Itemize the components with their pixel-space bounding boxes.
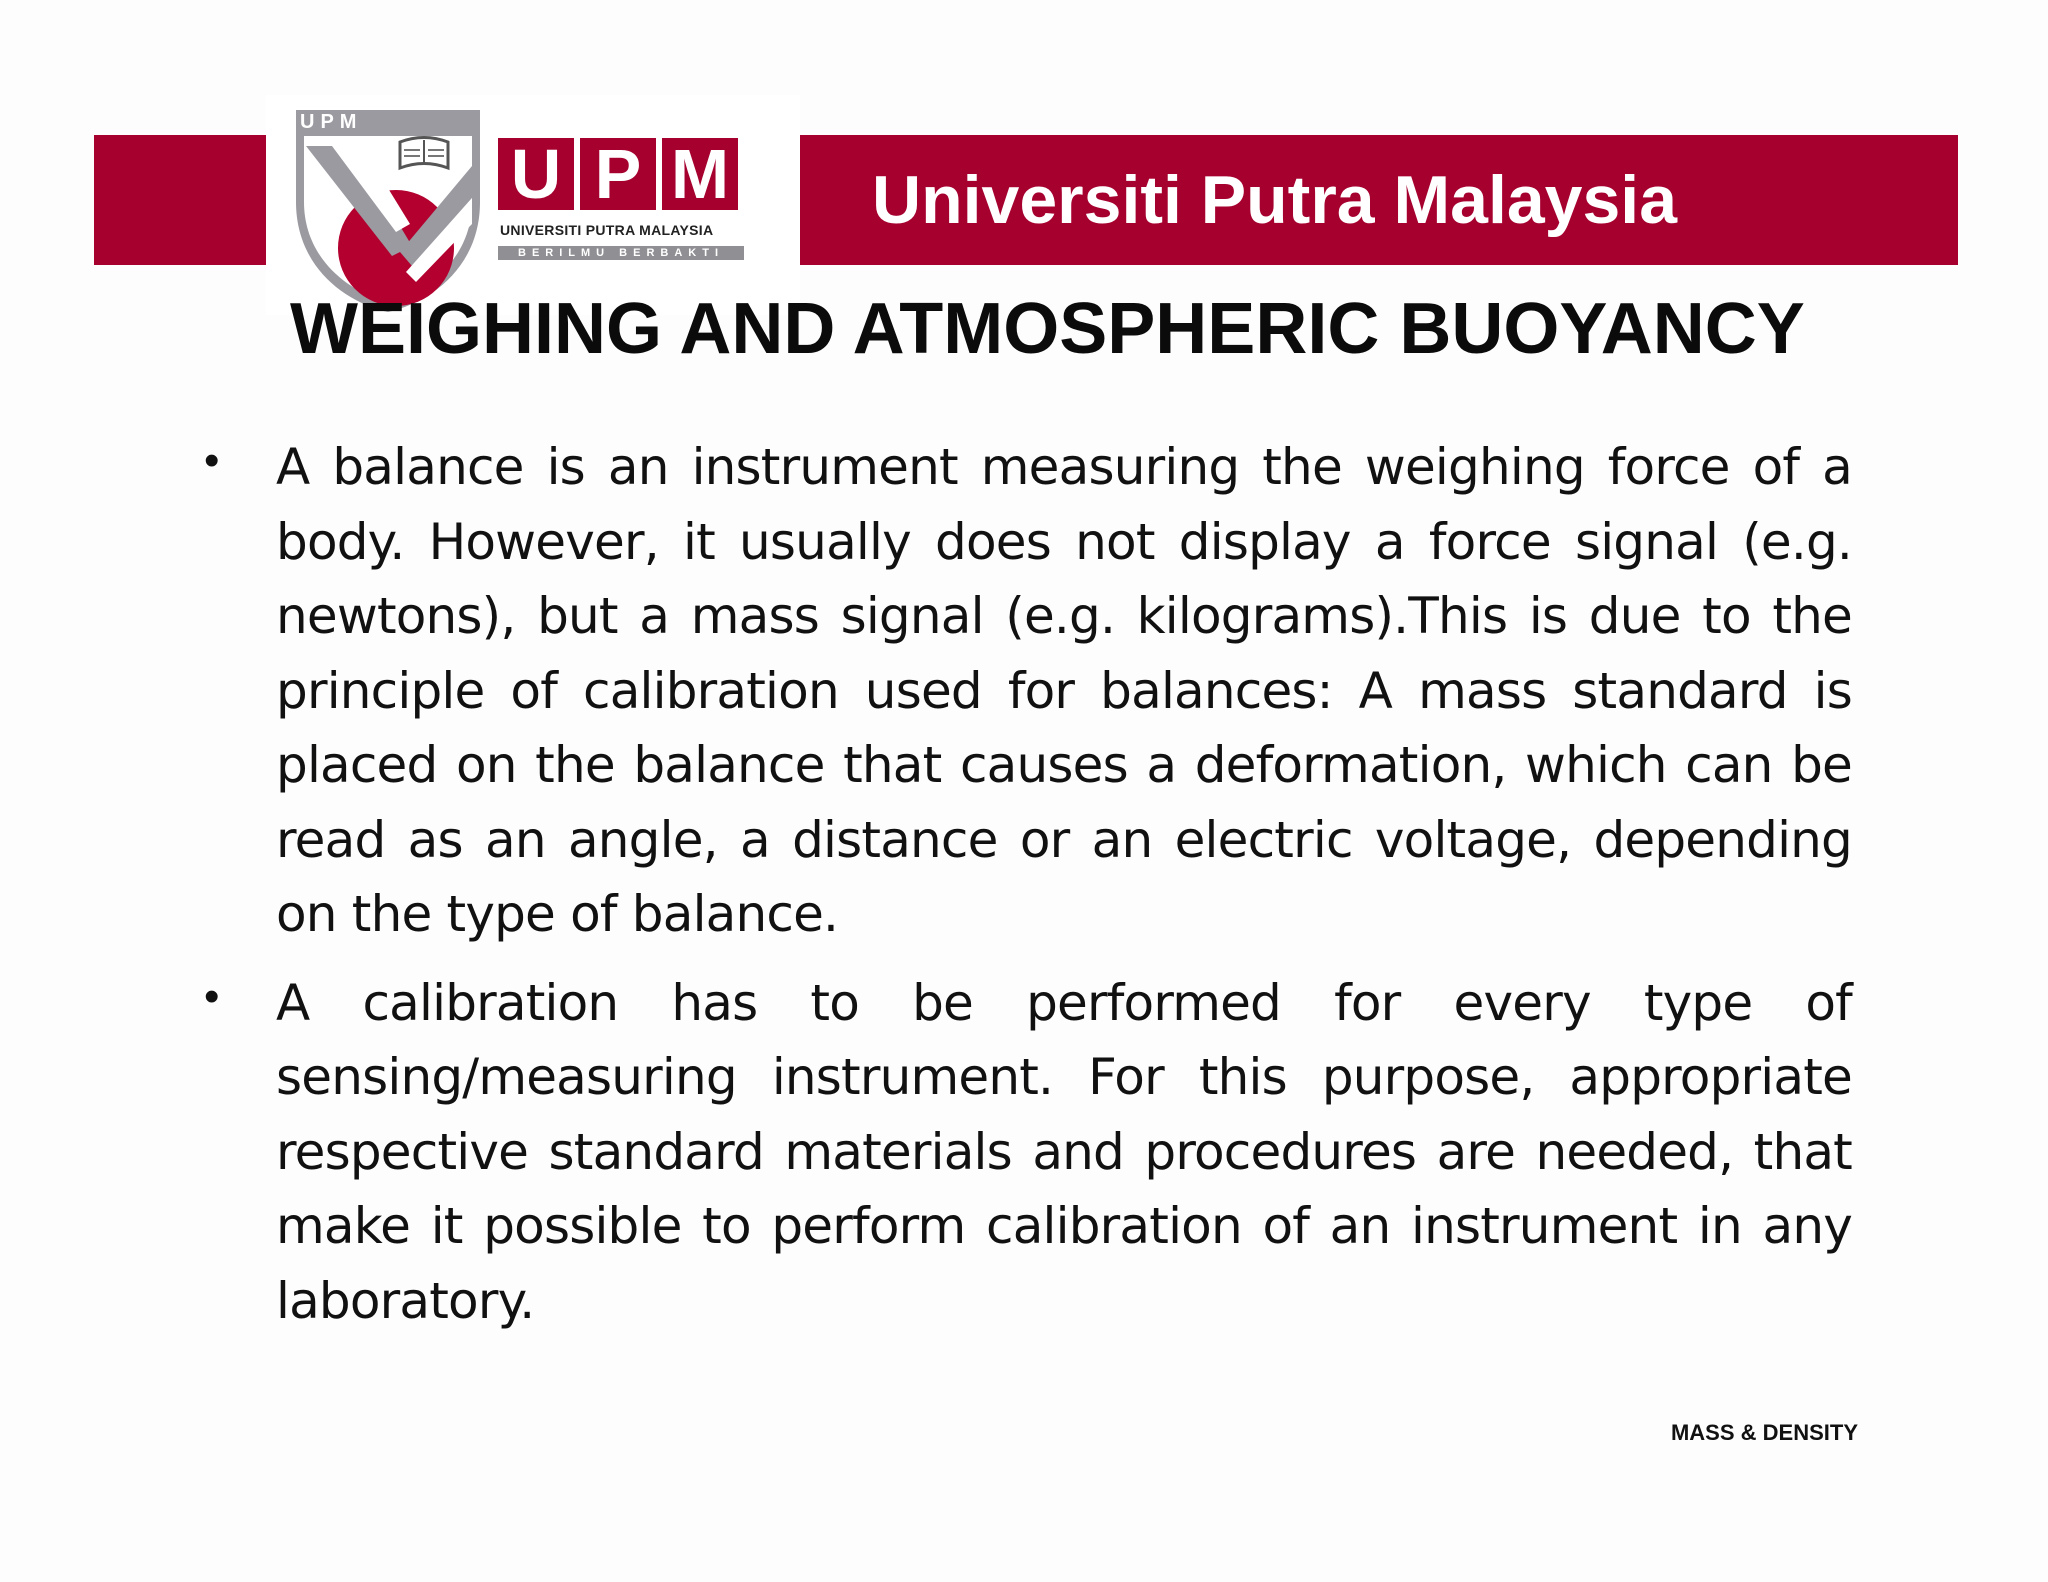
bullet-text: A balance is an instrument measuring the weighing force of a body. However, it usually does not display a force signal (e.g. newtons), but a mass signal (e.g. kilograms).This is due to the principle of calibration used for balances: A mass standard is placed on the balance that causes a deformation, which can be read as an angle, a distance or an electric voltage, depending on the type of balance. (276, 438, 1852, 943)
bullet-item (200, 966, 1852, 1339)
slide-title: WEIGHING AND ATMOSPHERIC BUOYANCY (290, 289, 1805, 369)
wordmark-letter-m: M (662, 138, 738, 210)
bullet-icon: • (204, 436, 220, 485)
wordmark-motto: BERILMU BERBAKTI (498, 246, 744, 260)
bullet-text: A calibration has to be performed for every type of sensing/measuring instrument. For this purpose, appropriate respective standard materials and procedures are needed, that make it possible to perform calibration of an instrument in any laboratory. (276, 973, 1852, 1330)
wordmark-subtitle: UNIVERSITI PUTRA MALAYSIA (500, 222, 714, 238)
upm-crest-logo (292, 106, 484, 314)
bullet-icon: • (204, 971, 220, 1021)
university-name: Universiti Putra Malaysia (872, 162, 1678, 238)
header-bar-left (94, 135, 266, 265)
slide-footer: MASS & DENSITY (1670, 1420, 1858, 1445)
wordmark-letters (498, 135, 738, 213)
bullet-item (200, 430, 1852, 952)
wordmark-letter-u: U (498, 138, 574, 210)
slide-content (200, 430, 1852, 1352)
upm-wordmark (498, 135, 748, 268)
crest-label: UPM (300, 111, 363, 133)
wordmark-letter-p: P (580, 138, 656, 210)
header-bar-right (800, 135, 1958, 265)
